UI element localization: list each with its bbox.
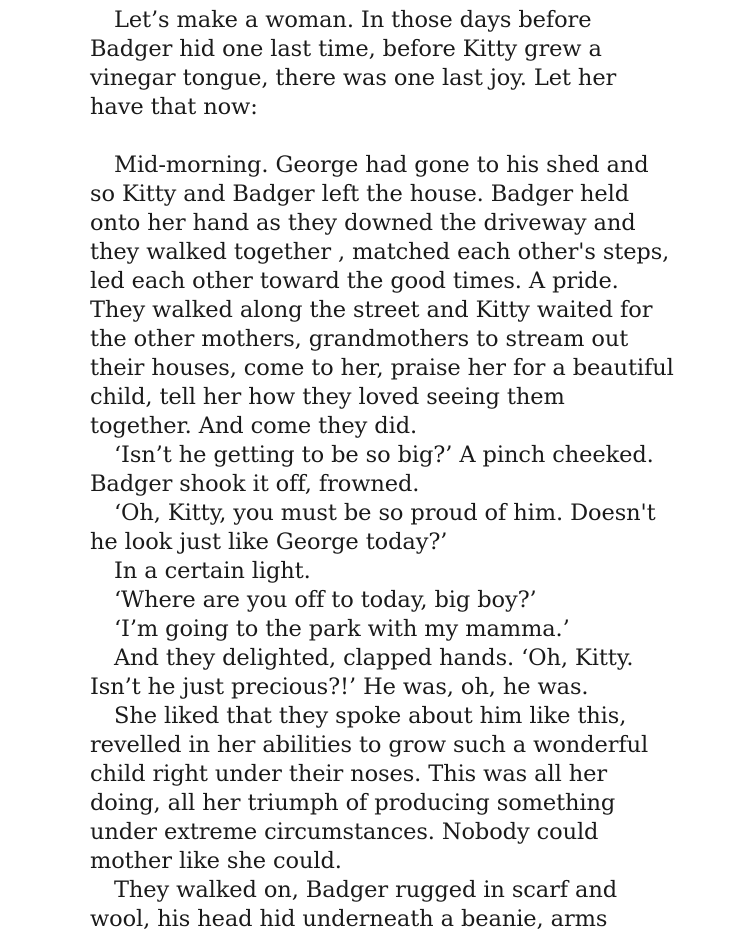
paragraph-3	[90, 441, 740, 499]
text-line: Let’s make a woman. In those days before	[114, 7, 592, 33]
text-line: their houses, come to her, praise her for a beautiful	[90, 355, 674, 381]
paragraph-9	[90, 702, 740, 876]
text-line: revelled in her abilities to grow such a wonderful	[90, 732, 649, 758]
paragraph-6	[90, 586, 740, 615]
text-line: child, tell her how they loved seeing them	[90, 384, 565, 410]
text-line: they walked together , matched each other's steps,	[90, 239, 670, 265]
text-line: ‘Where are you off to today, big boy?’	[114, 587, 537, 613]
paragraph-8	[90, 644, 740, 702]
paragraph-4	[90, 499, 740, 557]
paragraph-7	[90, 615, 740, 644]
paragraph-10	[90, 876, 740, 934]
paragraph-2	[90, 151, 740, 441]
text-line: ‘I’m going to the park with my mamma.’	[114, 616, 570, 642]
text-line: ‘Oh, Kitty, you must be so proud of him. Doesn't	[114, 500, 656, 526]
text-line: so Kitty and Badger left the house. Badger held	[90, 181, 630, 207]
paragraph-gap	[90, 122, 740, 151]
text-line: Badger shook it off, frowned.	[90, 471, 420, 497]
text-line: mother like she could.	[90, 848, 342, 874]
text-line: onto her hand as they downed the driveway and	[90, 210, 636, 236]
text-line: ‘Isn’t he getting to be so big?’ A pinch cheeked.	[114, 442, 654, 468]
text-line: together. And come they did.	[90, 413, 418, 439]
text-line: They walked on, Badger rugged in scarf and	[114, 877, 618, 903]
body-text	[90, 6, 740, 934]
text-line: Mid-morning. George had gone to his shed and	[114, 152, 649, 178]
paragraph-5	[90, 557, 740, 586]
paragraph-1	[90, 6, 740, 122]
text-line: She liked that they spoke about him like this,	[114, 703, 627, 729]
text-line: In a certain light.	[114, 558, 311, 584]
text-line: led each other toward the good times. A pride.	[90, 268, 619, 294]
text-line: doing, all her triumph of producing something	[90, 790, 616, 816]
text-line: have that now:	[90, 94, 258, 120]
text-line: child right under their noses. This was all her	[90, 761, 607, 787]
text-line: They walked along the street and Kitty waited for	[90, 297, 653, 323]
text-line: And they delighted, clapped hands. ‘Oh, Kitty.	[114, 645, 634, 671]
text-line: Badger hid one last time, before Kitty grew a	[90, 36, 602, 62]
text-line: under extreme circumstances. Nobody could	[90, 819, 599, 845]
text-line: Isn’t he just precious?!’ He was, oh, he was.	[90, 674, 589, 700]
text-line: he look just like George today?’	[90, 529, 448, 555]
text-line: wool, his head hid underneath a beanie, arms	[90, 906, 608, 932]
text-line: vinegar tongue, there was one last joy. Let her	[90, 65, 617, 91]
text-line: the other mothers, grandmothers to stream out	[90, 326, 629, 352]
